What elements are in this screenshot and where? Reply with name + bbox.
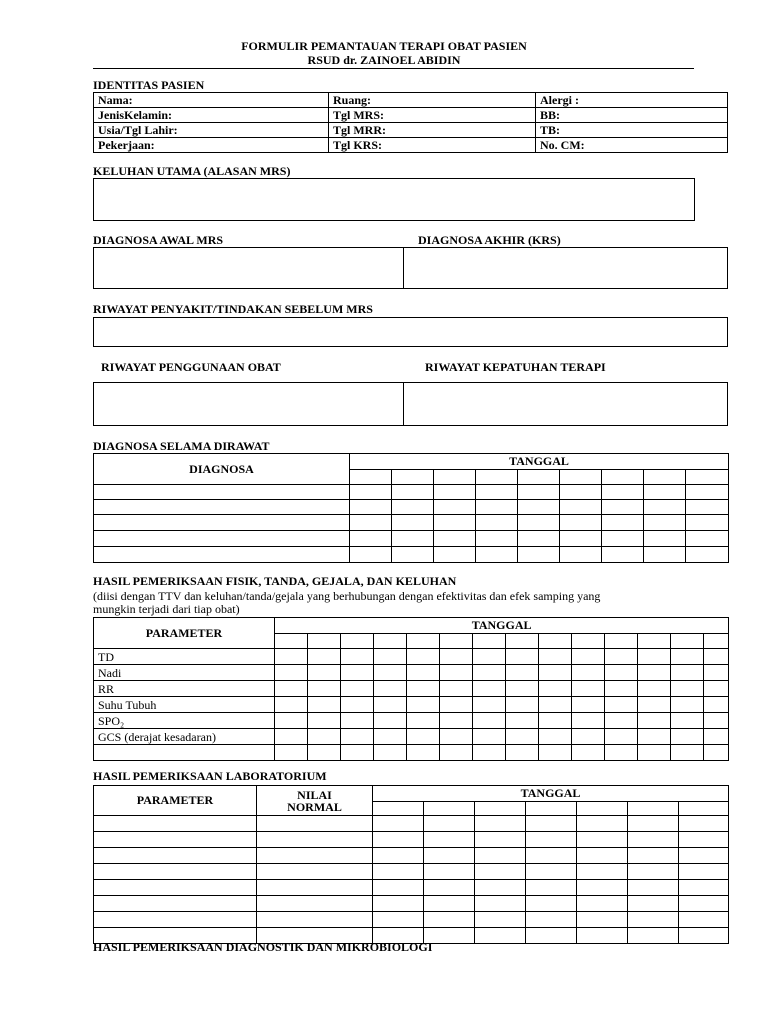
fisik-note-line2: mungkin terjadi dari tiap obat) <box>93 602 240 616</box>
parameter-column-header: PARAMETER <box>94 618 275 649</box>
table-row <box>94 515 729 531</box>
normal-label: NORMAL <box>287 799 342 814</box>
table-row <box>94 500 729 515</box>
param-nadi: Nadi <box>94 665 275 681</box>
table-row <box>94 713 729 729</box>
table-row <box>94 665 729 681</box>
param-suhu-tubuh: Suhu Tubuh <box>94 697 275 713</box>
field-no-cm[interactable]: No. CM: <box>536 138 728 153</box>
riwayat-kepatuhan-heading: RIWAYAT KEPATUHAN TERAPI <box>425 360 606 374</box>
table-row <box>94 896 729 912</box>
field-bb[interactable]: BB: <box>536 108 728 123</box>
field-nama[interactable]: Nama: <box>94 93 329 108</box>
diagnosa-dirawat-table <box>93 453 729 563</box>
riwayat-obat-heading: RIWAYAT PENGGUNAAN OBAT <box>101 360 281 374</box>
fisik-heading: HASIL PEMERIKSAAN FISIK, TANDA, GEJALA, DAN KELUHAN <box>93 574 457 588</box>
keluhan-input-box[interactable] <box>93 178 695 221</box>
riwayat-kepatuhan-input-box[interactable] <box>403 382 728 426</box>
lab-heading: HASIL PEMERIKSAAN LABORATORIUM <box>93 769 327 783</box>
param-td: TD <box>94 649 275 665</box>
parameter-column-header: PARAMETER <box>94 786 257 816</box>
field-tb[interactable]: TB: <box>536 123 728 138</box>
table-row <box>94 880 729 896</box>
field-jenis-kelamin[interactable]: JenisKelamin: <box>94 108 329 123</box>
diagnosa-akhir-heading: DIAGNOSA AKHIR (KRS) <box>418 233 561 247</box>
field-tgl-krs[interactable]: Tgl KRS: <box>329 138 536 153</box>
table-row <box>94 547 729 563</box>
form-title: FORMULIR PEMANTAUAN TERAPI OBAT PASIEN <box>241 39 527 53</box>
field-alergi[interactable]: Alergi : <box>536 93 728 108</box>
identitas-row <box>94 123 728 138</box>
table-row <box>94 864 729 880</box>
field-tgl-mrs[interactable]: Tgl MRS: <box>329 108 536 123</box>
field-ruang[interactable]: Ruang: <box>329 93 536 108</box>
riwayat-penyakit-input-box[interactable] <box>93 317 728 347</box>
diagnosa-akhir-input-box[interactable] <box>403 247 728 289</box>
table-row <box>94 697 729 713</box>
identitas-table <box>93 92 728 153</box>
param-gcs: GCS (derajat kesadaran) <box>94 729 275 745</box>
table-row <box>94 531 729 547</box>
table-row <box>94 485 729 500</box>
field-tgl-mrr[interactable]: Tgl MRR: <box>329 123 536 138</box>
table-row <box>94 848 729 864</box>
field-pekerjaan[interactable]: Pekerjaan: <box>94 138 329 153</box>
riwayat-obat-input-box[interactable] <box>93 382 404 426</box>
tanggal-column-header: TANGGAL <box>350 454 729 470</box>
tanggal-column-header: TANGGAL <box>275 618 729 634</box>
diagnosa-dirawat-heading: DIAGNOSA SELAMA DIRAWAT <box>93 439 270 453</box>
identitas-row <box>94 108 728 123</box>
nilai-label: NILAI <box>297 787 332 802</box>
diagnosa-awal-input-box[interactable] <box>93 247 404 289</box>
fisik-note-line1: (diisi dengan TTV dan keluhan/tanda/gejala yang berhubungan dengan efektivitas dan efek samping yang <box>93 589 601 603</box>
nilai-normal-column-header <box>257 786 373 816</box>
fisik-table <box>93 617 729 761</box>
table-row <box>94 729 729 745</box>
identitas-row <box>94 138 728 153</box>
param-rr: RR <box>94 681 275 697</box>
tanggal-column-header: TANGGAL <box>373 786 729 802</box>
diagnostik-heading: HASIL PEMERIKSAAN DIAGNOSTIK DAN MIKROBIOLOGI <box>93 940 433 954</box>
header-divider <box>93 68 694 69</box>
table-row <box>94 745 729 761</box>
table-row <box>94 681 729 697</box>
table-row <box>94 832 729 848</box>
riwayat-penyakit-heading: RIWAYAT PENYAKIT/TINDAKAN SEBELUM MRS <box>93 302 373 316</box>
identitas-heading: IDENTITAS PASIEN <box>93 78 205 92</box>
lab-table <box>93 785 729 944</box>
field-usia[interactable]: Usia/Tgl Lahir: <box>94 123 329 138</box>
hospital-name: RSUD dr. ZAINOEL ABIDIN <box>307 53 461 67</box>
param-spo2: SPO₂ <box>94 713 275 729</box>
identitas-row <box>94 93 728 108</box>
diagnosa-awal-heading: DIAGNOSA AWAL MRS <box>93 233 224 247</box>
table-row <box>94 816 729 832</box>
table-row <box>94 912 729 928</box>
keluhan-heading: KELUHAN UTAMA (ALASAN MRS) <box>93 164 291 178</box>
table-row <box>94 649 729 665</box>
diagnosa-column-header: DIAGNOSA <box>94 454 350 485</box>
